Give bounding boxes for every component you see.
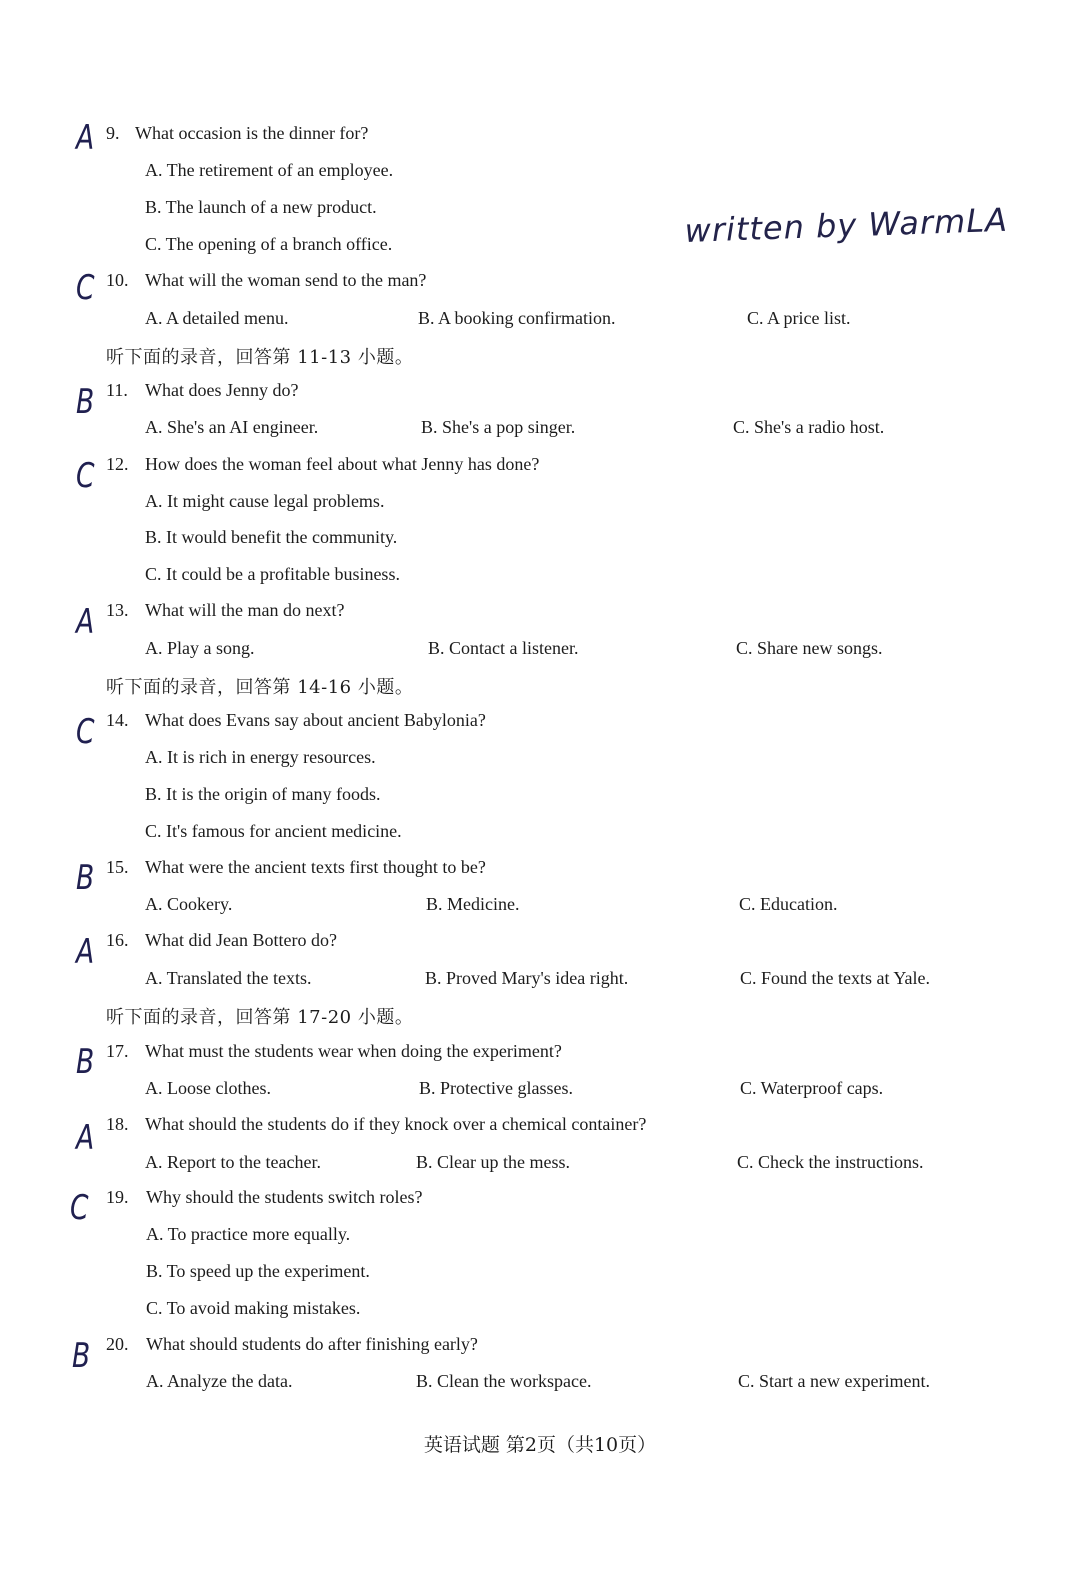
option-c: C. She's a radio host.	[733, 417, 885, 437]
option-b: B. Medicine.	[426, 894, 520, 914]
question-stem: What does Jenny do?	[145, 380, 299, 400]
handwritten-signature: written by WarmLA	[684, 200, 1009, 250]
question-number: 17.	[106, 1041, 129, 1061]
handwritten-answer: B	[76, 382, 95, 422]
section-instruction: 听下面的录音，回答第 17-20 小题。	[106, 1007, 414, 1028]
option-a: A. Analyze the data.	[146, 1371, 293, 1391]
handwritten-answer: C	[70, 1188, 89, 1228]
section-instruction: 听下面的录音，回答第 11-13 小题。	[106, 347, 414, 368]
question-number: 10.	[106, 270, 129, 290]
option-c: C. It's famous for ancient medicine.	[145, 821, 402, 841]
option-c: C. Education.	[739, 894, 838, 914]
question-number: 19.	[106, 1187, 129, 1207]
option-a: A. Cookery.	[145, 894, 233, 914]
question-number: 16.	[106, 930, 129, 950]
question-stem: How does the woman feel about what Jenny has done?	[145, 454, 540, 474]
option-c: C. Waterproof caps.	[740, 1078, 884, 1098]
handwritten-answer: C	[76, 456, 95, 496]
question-stem: What should the students do if they knock over a chemical container?	[145, 1114, 647, 1134]
option-a: A. Translated the texts.	[145, 968, 312, 988]
question-number: 12.	[106, 454, 129, 474]
question-number: 14.	[106, 710, 129, 730]
option-a: A. Report to the teacher.	[145, 1152, 321, 1172]
question-stem: Why should the students switch roles?	[146, 1187, 423, 1207]
section-instruction: 听下面的录音，回答第 14-16 小题。	[106, 677, 414, 698]
handwritten-answer: A	[76, 932, 95, 972]
option-b: B. To speed up the experiment.	[146, 1261, 370, 1281]
option-a: A. It is rich in energy resources.	[145, 747, 376, 767]
question-stem: What does Evans say about ancient Babylonia?	[145, 710, 486, 730]
option-a: A. Loose clothes.	[145, 1078, 271, 1098]
option-c: C. Share new songs.	[736, 638, 883, 658]
question-number: 20.	[106, 1334, 129, 1354]
option-b: B. The launch of a new product.	[145, 197, 377, 217]
question-number: 15.	[106, 857, 129, 877]
option-a: A. To practice more equally.	[146, 1224, 351, 1244]
question-number: 13.	[106, 600, 129, 620]
option-c: C. Start a new experiment.	[738, 1371, 930, 1391]
question-number: 9.	[106, 123, 120, 143]
option-c: C. To avoid making mistakes.	[146, 1298, 361, 1318]
option-a: A. Play a song.	[145, 638, 255, 658]
option-a: A. A detailed menu.	[145, 308, 289, 328]
option-b: B. Contact a listener.	[428, 638, 579, 658]
option-b: B. It is the origin of many foods.	[145, 784, 381, 804]
option-b: B. Clean the workspace.	[416, 1371, 592, 1391]
option-c: C. It could be a profitable business.	[145, 564, 400, 584]
option-b: B. A booking confirmation.	[418, 308, 616, 328]
handwritten-answer: A	[76, 602, 95, 642]
handwritten-answer: C	[76, 712, 95, 752]
option-c: C. The opening of a branch office.	[145, 234, 393, 254]
question-number: 11.	[106, 380, 128, 400]
option-a: A. It might cause legal problems.	[145, 491, 385, 511]
handwritten-answer: B	[76, 1042, 95, 1082]
option-c: C. Check the instructions.	[737, 1152, 924, 1172]
question-stem: What will the man do next?	[145, 600, 345, 620]
question-number: 18.	[106, 1114, 129, 1134]
question-stem: What were the ancient texts first thought to be?	[145, 857, 486, 877]
option-b: B. It would benefit the community.	[145, 527, 398, 547]
question-stem: What will the woman send to the man?	[145, 270, 427, 290]
option-b: B. Protective glasses.	[419, 1078, 573, 1098]
option-c: C. A price list.	[747, 308, 851, 328]
question-stem: What must the students wear when doing the experiment?	[145, 1041, 562, 1061]
option-b: B. She's a pop singer.	[421, 417, 576, 437]
question-stem: What did Jean Bottero do?	[145, 930, 337, 950]
question-stem: What should students do after finishing early?	[146, 1334, 478, 1354]
handwritten-answer: C	[76, 268, 95, 308]
question-stem: What occasion is the dinner for?	[135, 123, 369, 143]
handwritten-answer: A	[76, 118, 95, 158]
option-c: C. Found the texts at Yale.	[740, 968, 931, 988]
option-b: B. Proved Mary's idea right.	[425, 968, 629, 988]
option-a: A. She's an AI engineer.	[145, 417, 319, 437]
option-a: A. The retirement of an employee.	[145, 160, 394, 180]
handwritten-answer: B	[76, 858, 95, 898]
page-footer: 英语试题 第2页（共10页）	[423, 1434, 657, 1456]
handwritten-answer: A	[76, 1118, 95, 1158]
option-b: B. Clear up the mess.	[416, 1152, 570, 1172]
handwritten-answer: B	[72, 1336, 91, 1376]
